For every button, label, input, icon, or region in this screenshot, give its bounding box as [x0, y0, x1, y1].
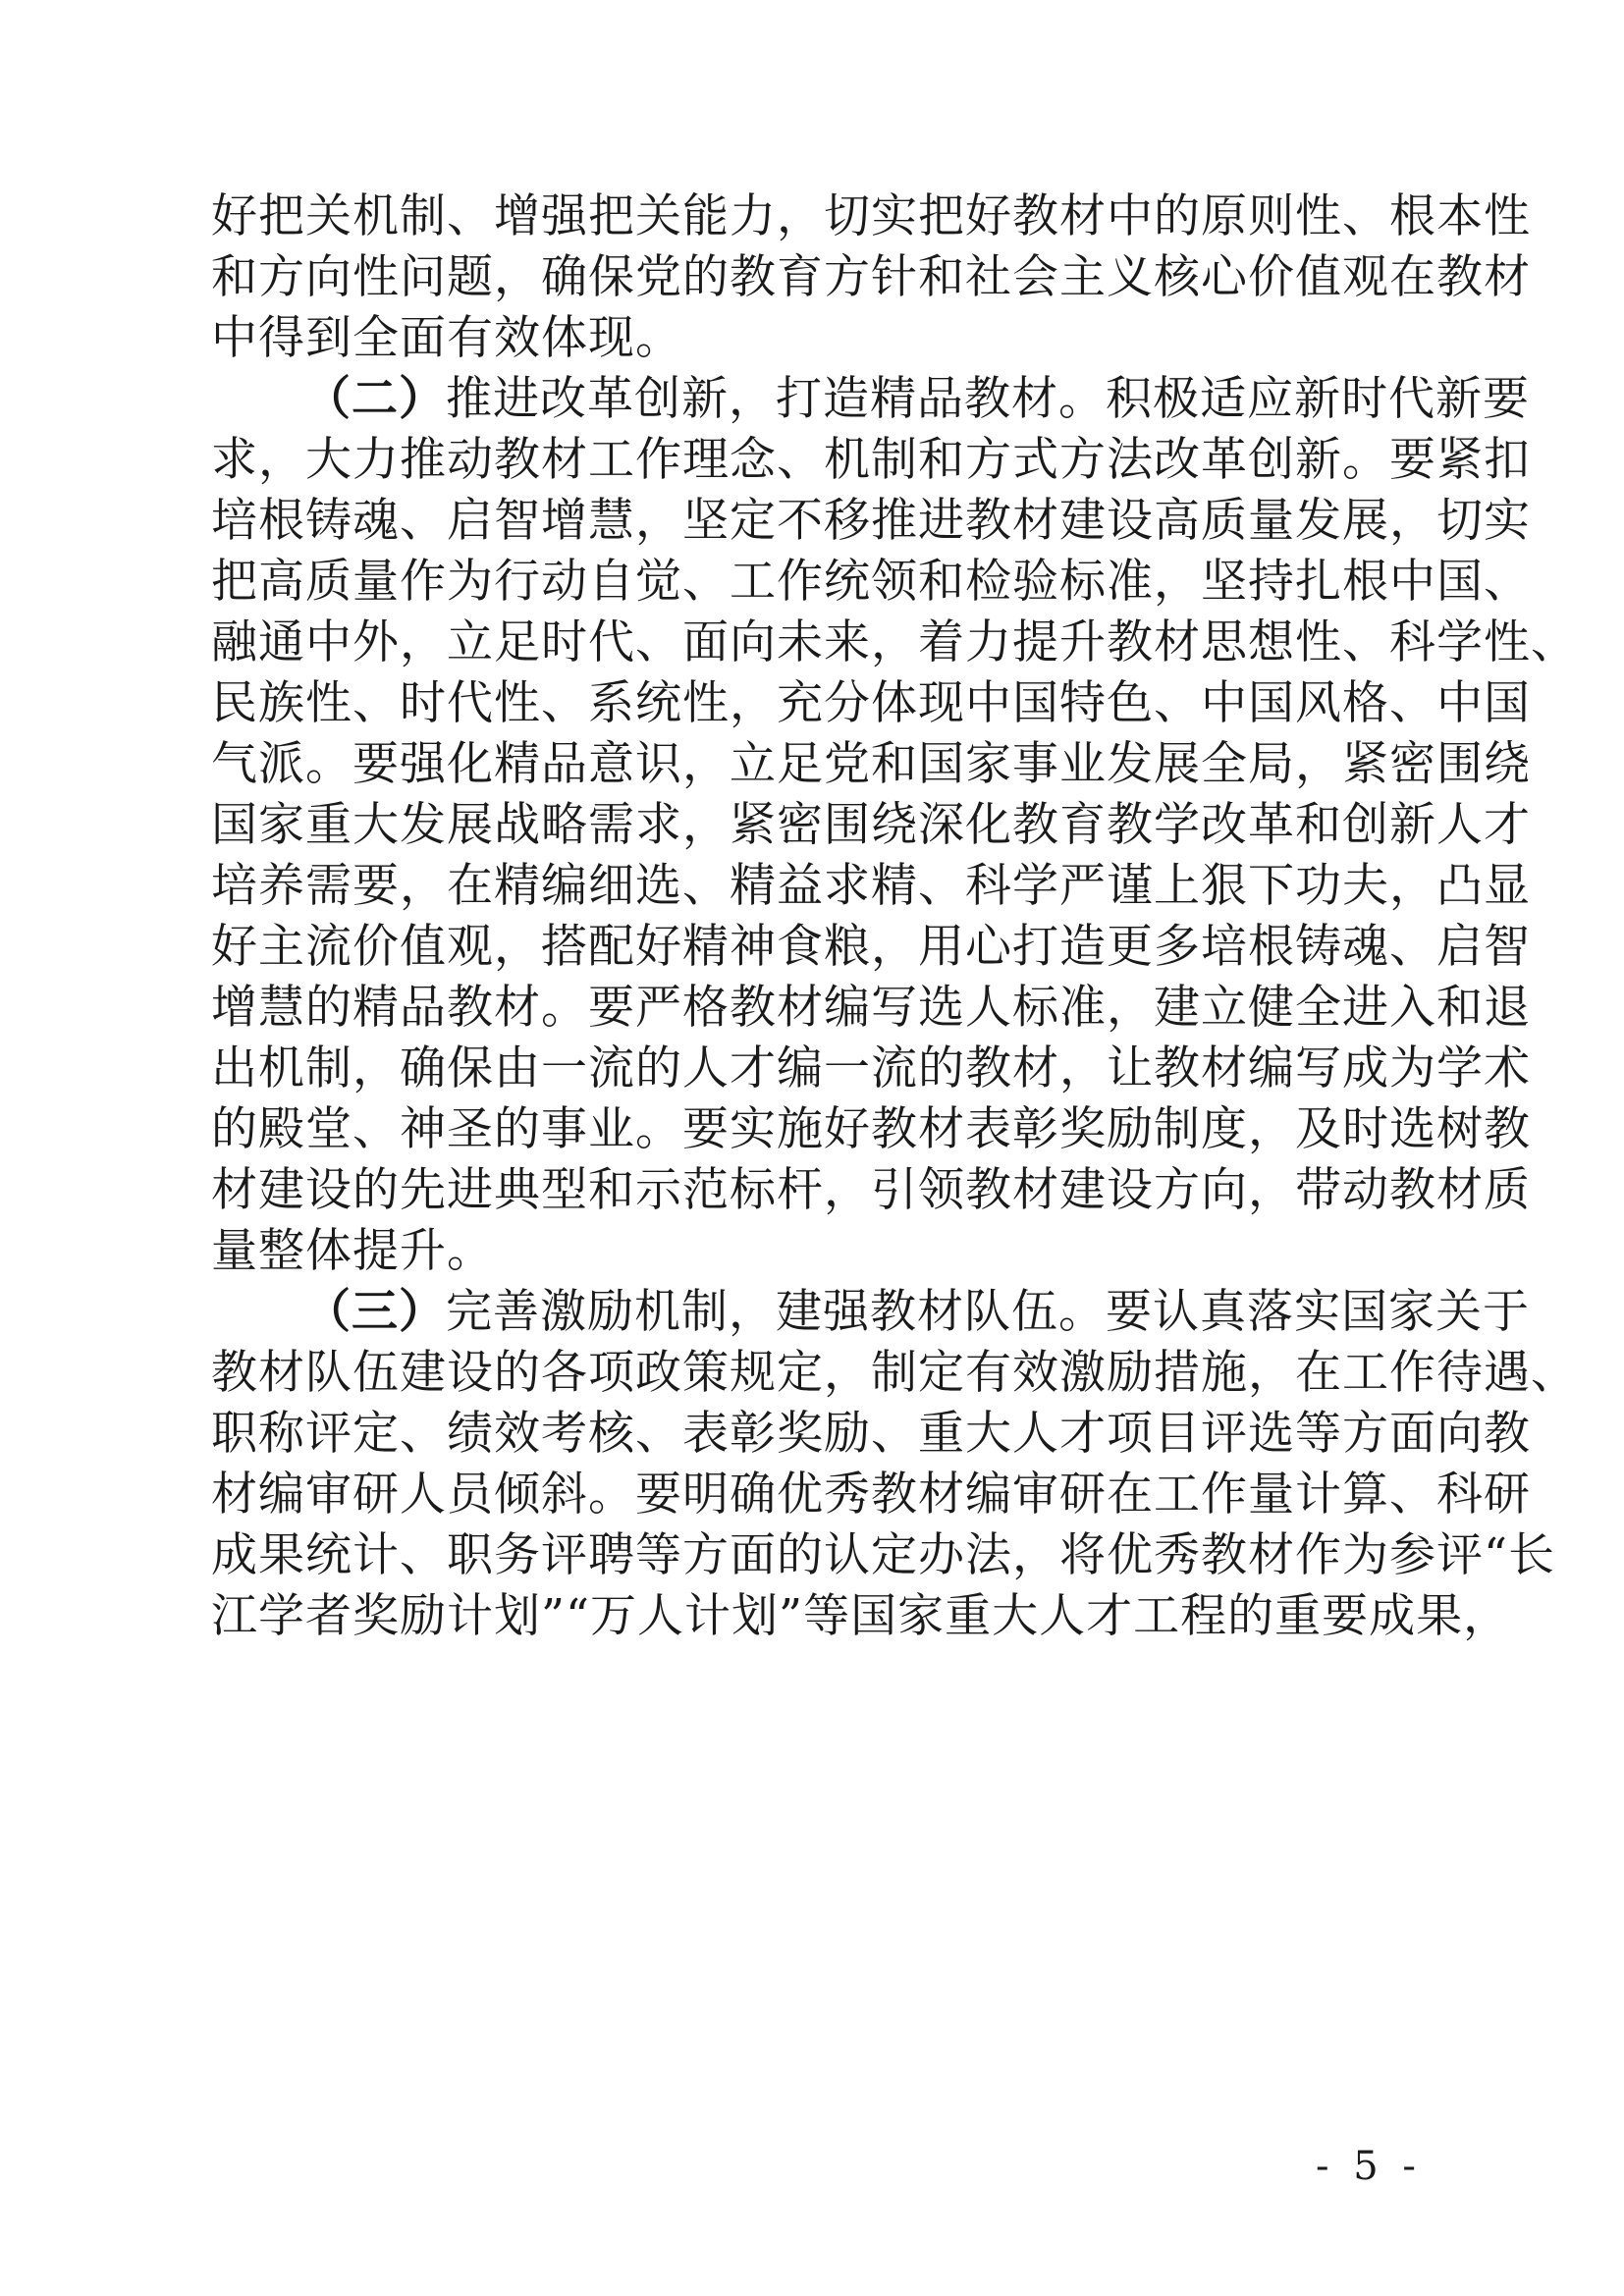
section-heading-text: 推进改革创新，打造精品教材。积极适应新时代新要: [446, 372, 1530, 426]
body-text-line: 培养需要，在精编细选、精益求精、科学严谨上狠下功夫，凸显: [211, 859, 1531, 913]
body-text-line: 材编审研人员倾斜。要明确优秀教材编审研在工作量计算、科研: [211, 1468, 1531, 1522]
section-heading-two: [304, 365, 1530, 434]
body-text-line: 民族性、时代性、系统性，充分体现中国特色、中国风格、中国: [211, 676, 1531, 730]
body-text-line: 职称评定、绩效考核、表彰奖励、重大人才项目评选等方面向教: [211, 1407, 1531, 1461]
section-heading-three: [304, 1278, 1530, 1347]
body-text-line: 材建设的先进典型和示范标杆，引领教材建设方向，带动教材质: [211, 1163, 1531, 1217]
body-text-line: 出机制，确保由一流的人才编一流的教材，让教材编写成为学术: [211, 1041, 1531, 1095]
body-text-line: 融通中外，立足时代、面向未来，着力提升教材思想性、科学性、: [211, 615, 1578, 669]
body-text-line: 和方向性问题，确保党的教育方针和社会主义核心价值观在教材: [211, 250, 1531, 304]
body-text-line: 成果统计、职务评聘等方面的认定办法，将优秀教材作为参评“长: [211, 1528, 1556, 1582]
body-text-line: 中得到全面有效体现。: [211, 311, 682, 365]
body-text-line: 培根铸魂、启智增慧，坚定不移推进教材建设高质量发展，切实: [211, 494, 1531, 548]
body-text-line: 国家重大发展战略需求，紧密围绕深化教育教学改革和创新人才: [211, 798, 1531, 852]
section-heading-text: 完善激励机制，建强教材队伍。要认真落实国家关于: [446, 1285, 1530, 1339]
body-text-line: 增慧的精品教材。要严格教材编写选人标准，建立健全进入和退: [211, 981, 1531, 1035]
body-text-line: 气派。要强化精品意识，立足党和国家事业发展全局，紧密围绕: [211, 737, 1531, 791]
body-text-line: 把高质量作为行动自觉、工作统领和检验标准，坚持扎根中国、: [211, 555, 1531, 609]
body-text-line: 的殿堂、神圣的事业。要实施好教材表彰奖励制度，及时选树教: [211, 1102, 1531, 1156]
page-number: - 5 -: [1316, 2144, 1422, 2189]
body-text-line: 好主流价值观，搭配好精神食粮，用心打造更多培根铸魂、启智: [211, 920, 1531, 974]
section-marker-three: （三）: [304, 1285, 446, 1339]
body-text-line: 教材队伍建设的各项政策规定，制定有效激励措施，在工作待遇、: [211, 1346, 1578, 1400]
body-text-line: 江学者奖励计划”“万人计划”等国家重大人才工程的重要成果，: [211, 1589, 1511, 1643]
body-text-line: 好把关机制、增强把关能力，切实把好教材中的原则性、根本性: [211, 189, 1531, 243]
section-marker-two: （二）: [304, 372, 446, 426]
body-text-line: 量整体提升。: [211, 1224, 494, 1278]
body-text-line: 求，大力推动教材工作理念、机制和方式方法改革创新。要紧扣: [211, 433, 1531, 487]
